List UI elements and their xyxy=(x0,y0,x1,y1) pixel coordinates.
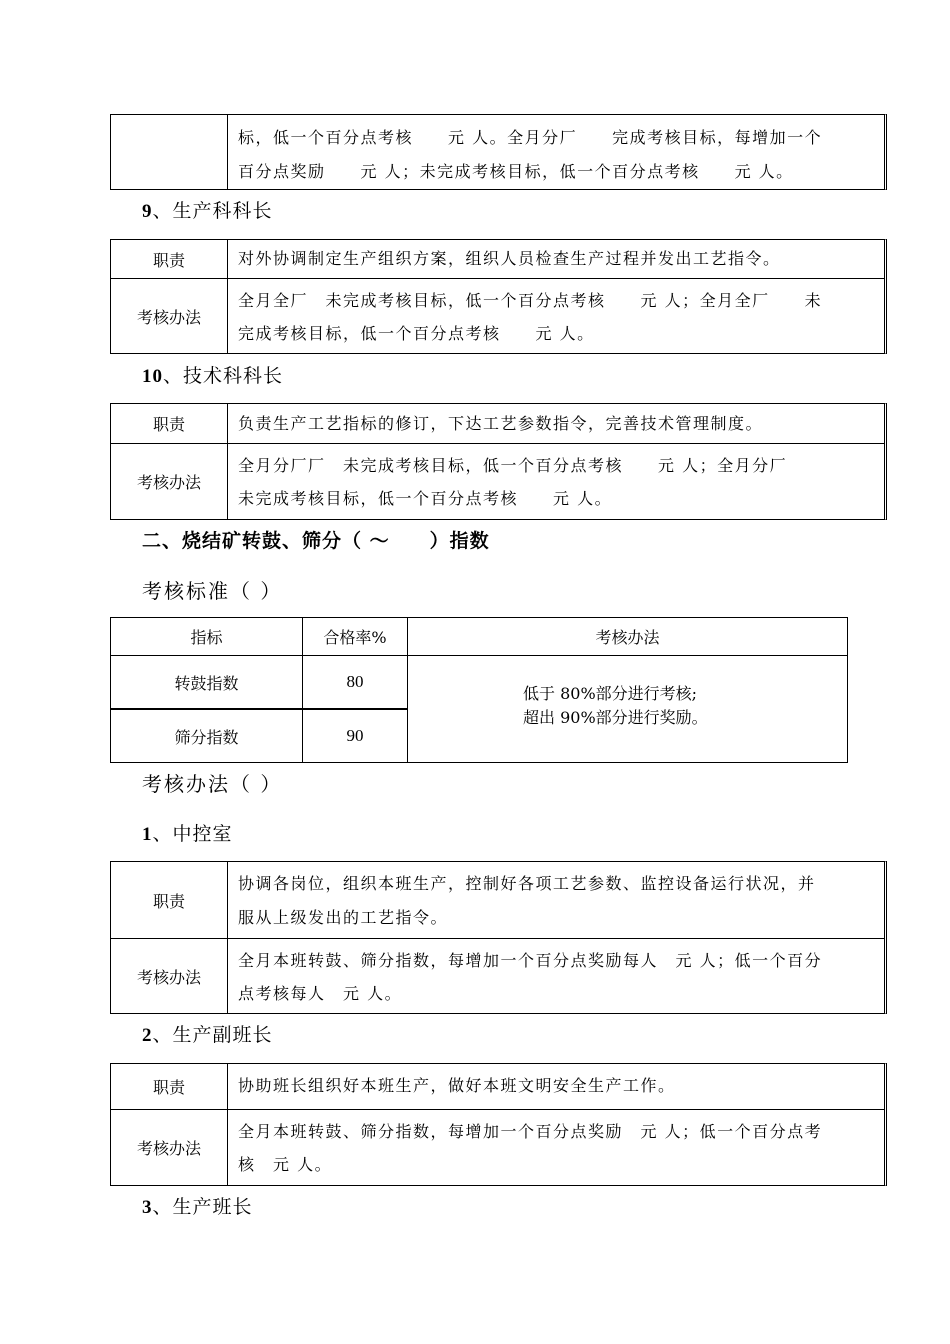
row-sieve-rate: 90 xyxy=(346,726,364,745)
heading-text: 、生产科科长 xyxy=(152,200,273,222)
empty-label-cell xyxy=(111,115,228,189)
method-title: 考核办法（ ） xyxy=(142,772,283,796)
row-sieve-name: 筛分指数 xyxy=(174,727,239,747)
sub-2-table xyxy=(110,1063,887,1186)
heading-text: 、生产副班长 xyxy=(152,1024,273,1046)
assess-line-2: 核 元 人。 xyxy=(238,1155,333,1174)
row-drum-name: 转鼓指数 xyxy=(174,673,239,693)
assess-label: 考核办法 xyxy=(111,279,228,353)
assess-content xyxy=(228,279,884,353)
assess-label: 考核办法 xyxy=(111,1110,228,1185)
continuation-content xyxy=(228,115,884,189)
header-pass-rate: 合格率% xyxy=(323,628,387,647)
duty-label: 职责 xyxy=(111,862,228,938)
method-cell xyxy=(523,682,708,730)
duty-label: 职责 xyxy=(111,404,228,443)
assess-line-1: 全月本班转鼓、筛分指数，每增加一个百分点奖励 元 人；低一个百分点考 xyxy=(238,1122,823,1141)
duty-line-2: 服从上级发出的工艺指令。 xyxy=(238,908,449,927)
section-9-table xyxy=(110,239,887,354)
assess-line-2: 完成考核目标，低一个百分点考核 元 人。 xyxy=(238,324,595,343)
assess-line-1: 全月全厂 未完成考核目标，低一个百分点考核 元 人；全月全厂 未 xyxy=(238,291,823,310)
assess-line-2: 点考核每人 元 人。 xyxy=(238,984,403,1003)
continuation-line-1: 标，低一个百分点考核 元 人。全月分厂 完成考核目标，每增加一个 xyxy=(238,128,823,147)
heading-text: 、中控室 xyxy=(152,823,233,845)
row-drum-rate: 80 xyxy=(346,672,364,691)
assess-line-2: 未完成考核目标，低一个百分点考核 元 人。 xyxy=(238,489,613,508)
duty-label: 职责 xyxy=(111,1064,228,1109)
standard-title: 考核标准（ ） xyxy=(142,579,283,603)
duty-text: 协助班长组织好本班生产，做好本班文明安全生产工作。 xyxy=(238,1076,676,1095)
section-10-heading xyxy=(142,361,283,388)
method-line-2: 超出 90%部分进行奖励。 xyxy=(523,708,708,727)
assess-line-1: 全月分厂厂 未完成考核目标，低一个百分点考核 元 人；全月分厂 xyxy=(238,456,788,475)
duty-text: 负责生产工艺指标的修订，下达工艺参数指令，完善技术管理制度。 xyxy=(238,414,764,433)
section-10-table xyxy=(110,403,887,520)
heading-number: 3 xyxy=(142,1197,153,1218)
heading-text: 、生产班长 xyxy=(152,1196,253,1218)
heading-number: 1 xyxy=(142,824,153,845)
duty-content xyxy=(228,862,884,938)
sub-1-heading xyxy=(142,819,233,846)
section-9-heading xyxy=(142,196,273,223)
heading-text: 、技术科科长 xyxy=(163,365,284,387)
assess-label: 考核办法 xyxy=(111,939,228,1013)
heading-number: 10 xyxy=(142,366,163,387)
method-line-1: 低于 80%部分进行考核; xyxy=(523,684,698,703)
assess-content xyxy=(228,1110,884,1185)
header-indicator: 指标 xyxy=(190,628,223,647)
standard-table xyxy=(110,617,848,763)
assess-line-1: 全月本班转鼓、筛分指数，每增加一个百分点奖励每人 元 人；低一个百分 xyxy=(238,951,823,970)
heading-number: 9 xyxy=(142,201,153,222)
continuation-table xyxy=(110,114,887,190)
duty-label: 职责 xyxy=(111,240,228,278)
duty-text: 对外协调制定生产组织方案，组织人员检查生产过程并发出工艺指令。 xyxy=(238,249,781,268)
sub-3-heading xyxy=(142,1192,253,1219)
sub-1-table xyxy=(110,861,887,1014)
header-method: 考核办法 xyxy=(595,628,660,647)
assess-label: 考核办法 xyxy=(111,444,228,519)
continuation-line-2: 百分点奖励 元 人；未完成考核目标，低一个百分点考核 元 人。 xyxy=(238,162,794,181)
sub-2-heading xyxy=(142,1020,273,1047)
duty-line-1: 协调各岗位，组织本班生产，控制好各项工艺参数、监控设备运行状况，并 xyxy=(238,874,816,893)
section-2-title: 二、烧结矿转鼓、筛分（ ～ ）指数 xyxy=(142,530,490,552)
assess-content xyxy=(228,444,884,519)
heading-number: 2 xyxy=(142,1025,153,1046)
assess-content xyxy=(228,939,884,1013)
